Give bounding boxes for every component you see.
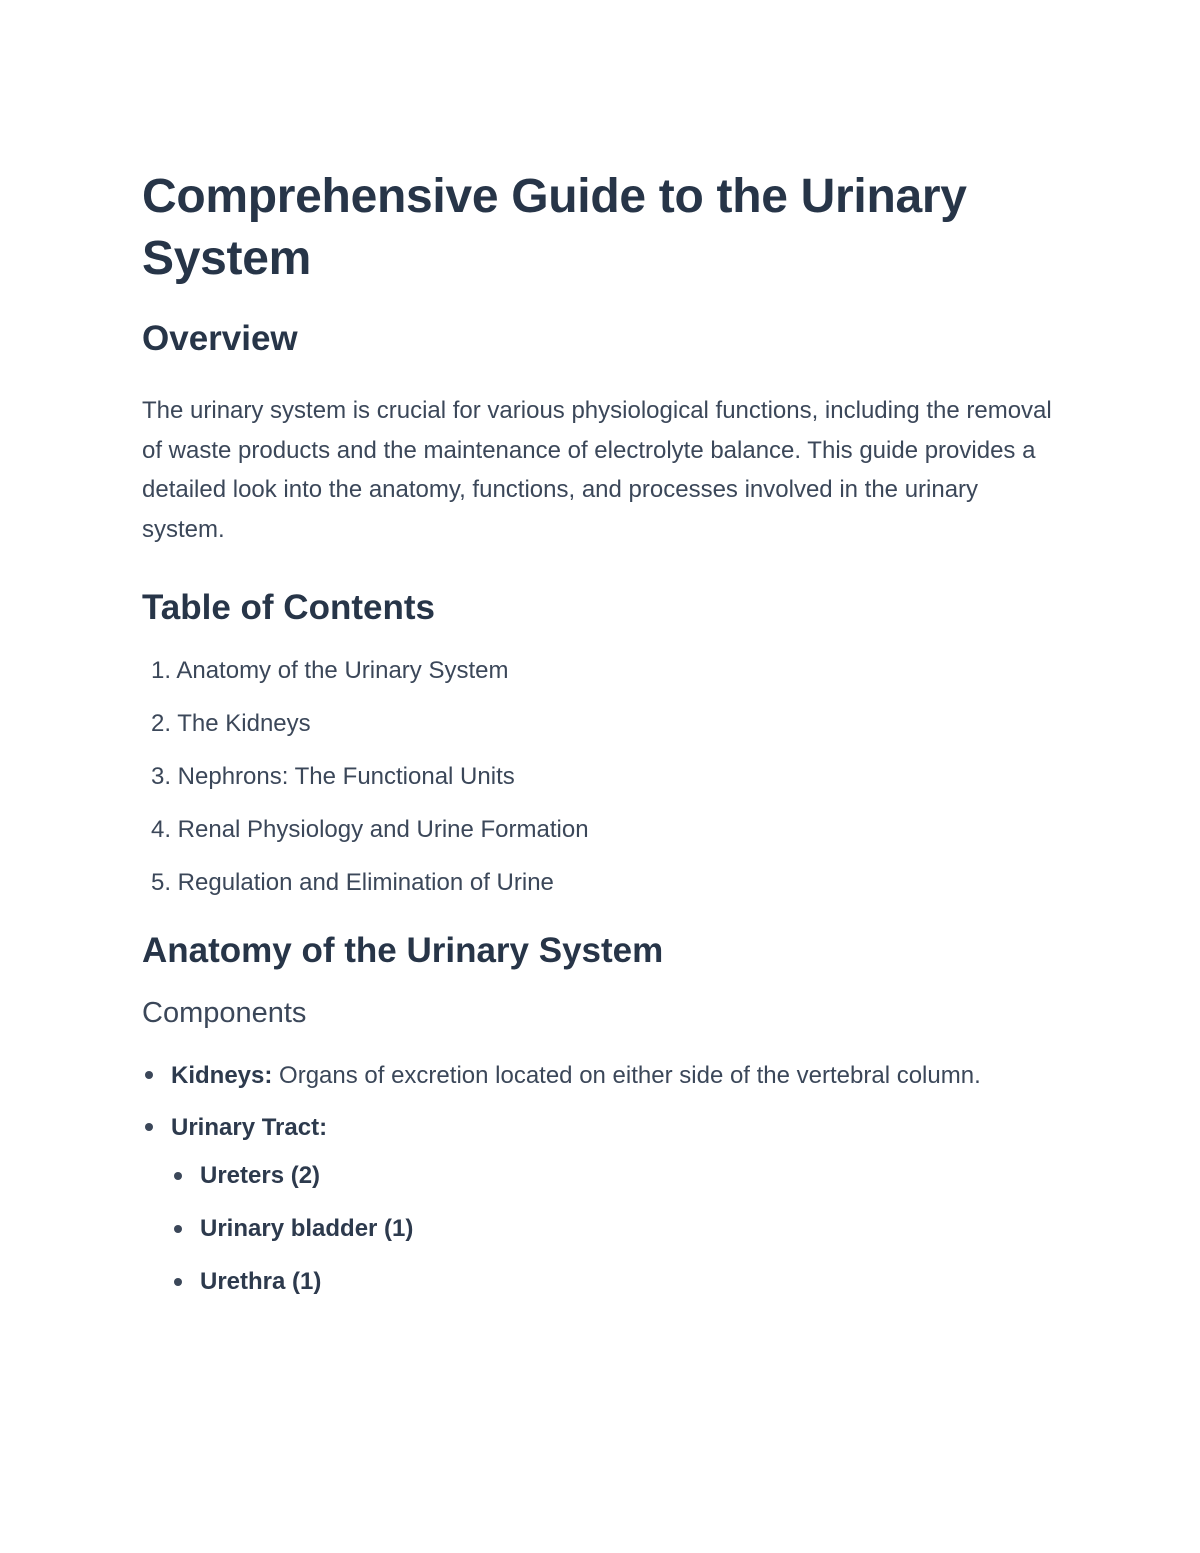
toc-item-number: 5.	[150, 869, 171, 896]
toc-list	[142, 656, 1052, 898]
toc-item	[142, 709, 1052, 739]
overview-heading: Overview	[142, 319, 298, 358]
bullet-icon	[174, 1225, 182, 1233]
toc-item	[142, 762, 1052, 792]
bullet-icon	[174, 1278, 182, 1286]
toc-item	[142, 815, 1052, 845]
list-item-term: Urinary Tract:	[171, 1114, 328, 1141]
list-item	[142, 1108, 1052, 1297]
document-content	[142, 166, 1052, 1320]
toc-item-label: Anatomy of the Urinary System	[176, 657, 509, 684]
toc-item-number: 1.	[150, 657, 171, 684]
components-subheading: Components	[142, 997, 307, 1029]
page-title: Comprehensive Guide to the Urinary System	[142, 170, 967, 285]
nested-list-item	[171, 1214, 1052, 1244]
urinary-tract-sublist	[171, 1161, 1052, 1297]
toc-item-label: Renal Physiology and Urine Formation	[177, 816, 589, 843]
overview-paragraph: The urinary system is crucial for various physiological functions, including the removal of waste products and the maintenance of electrolyte balance. This guide provides a detailed look into the anatomy, functions, and processes involved in the urinary system.	[142, 397, 1052, 543]
components-list	[142, 1056, 1052, 1297]
bullet-icon	[145, 1123, 153, 1131]
toc-item-label: The Kidneys	[177, 710, 311, 737]
bullet-icon	[145, 1071, 153, 1079]
nested-list-item	[171, 1267, 1052, 1297]
toc-item	[142, 656, 1052, 686]
toc-item-label: Regulation and Elimination of Urine	[177, 869, 554, 896]
list-item-text: Organs of excretion located on either side of the vertebral column.	[272, 1062, 981, 1089]
nested-item-label: Urinary bladder (1)	[200, 1215, 414, 1242]
list-item	[142, 1056, 1052, 1095]
toc-item	[142, 868, 1052, 898]
list-item-term: Kidneys:	[171, 1062, 273, 1089]
toc-item-number: 4.	[150, 816, 171, 843]
nested-item-label: Ureters (2)	[200, 1162, 321, 1189]
nested-item-label: Urethra (1)	[200, 1268, 322, 1295]
bullet-icon	[174, 1172, 182, 1180]
anatomy-heading: Anatomy of the Urinary System	[142, 931, 664, 970]
toc-item-number: 3.	[150, 763, 171, 790]
toc-item-label: Nephrons: The Functional Units	[177, 763, 515, 790]
nested-list-item	[171, 1161, 1052, 1191]
toc-heading: Table of Contents	[142, 588, 435, 627]
toc-item-number: 2.	[150, 710, 171, 737]
